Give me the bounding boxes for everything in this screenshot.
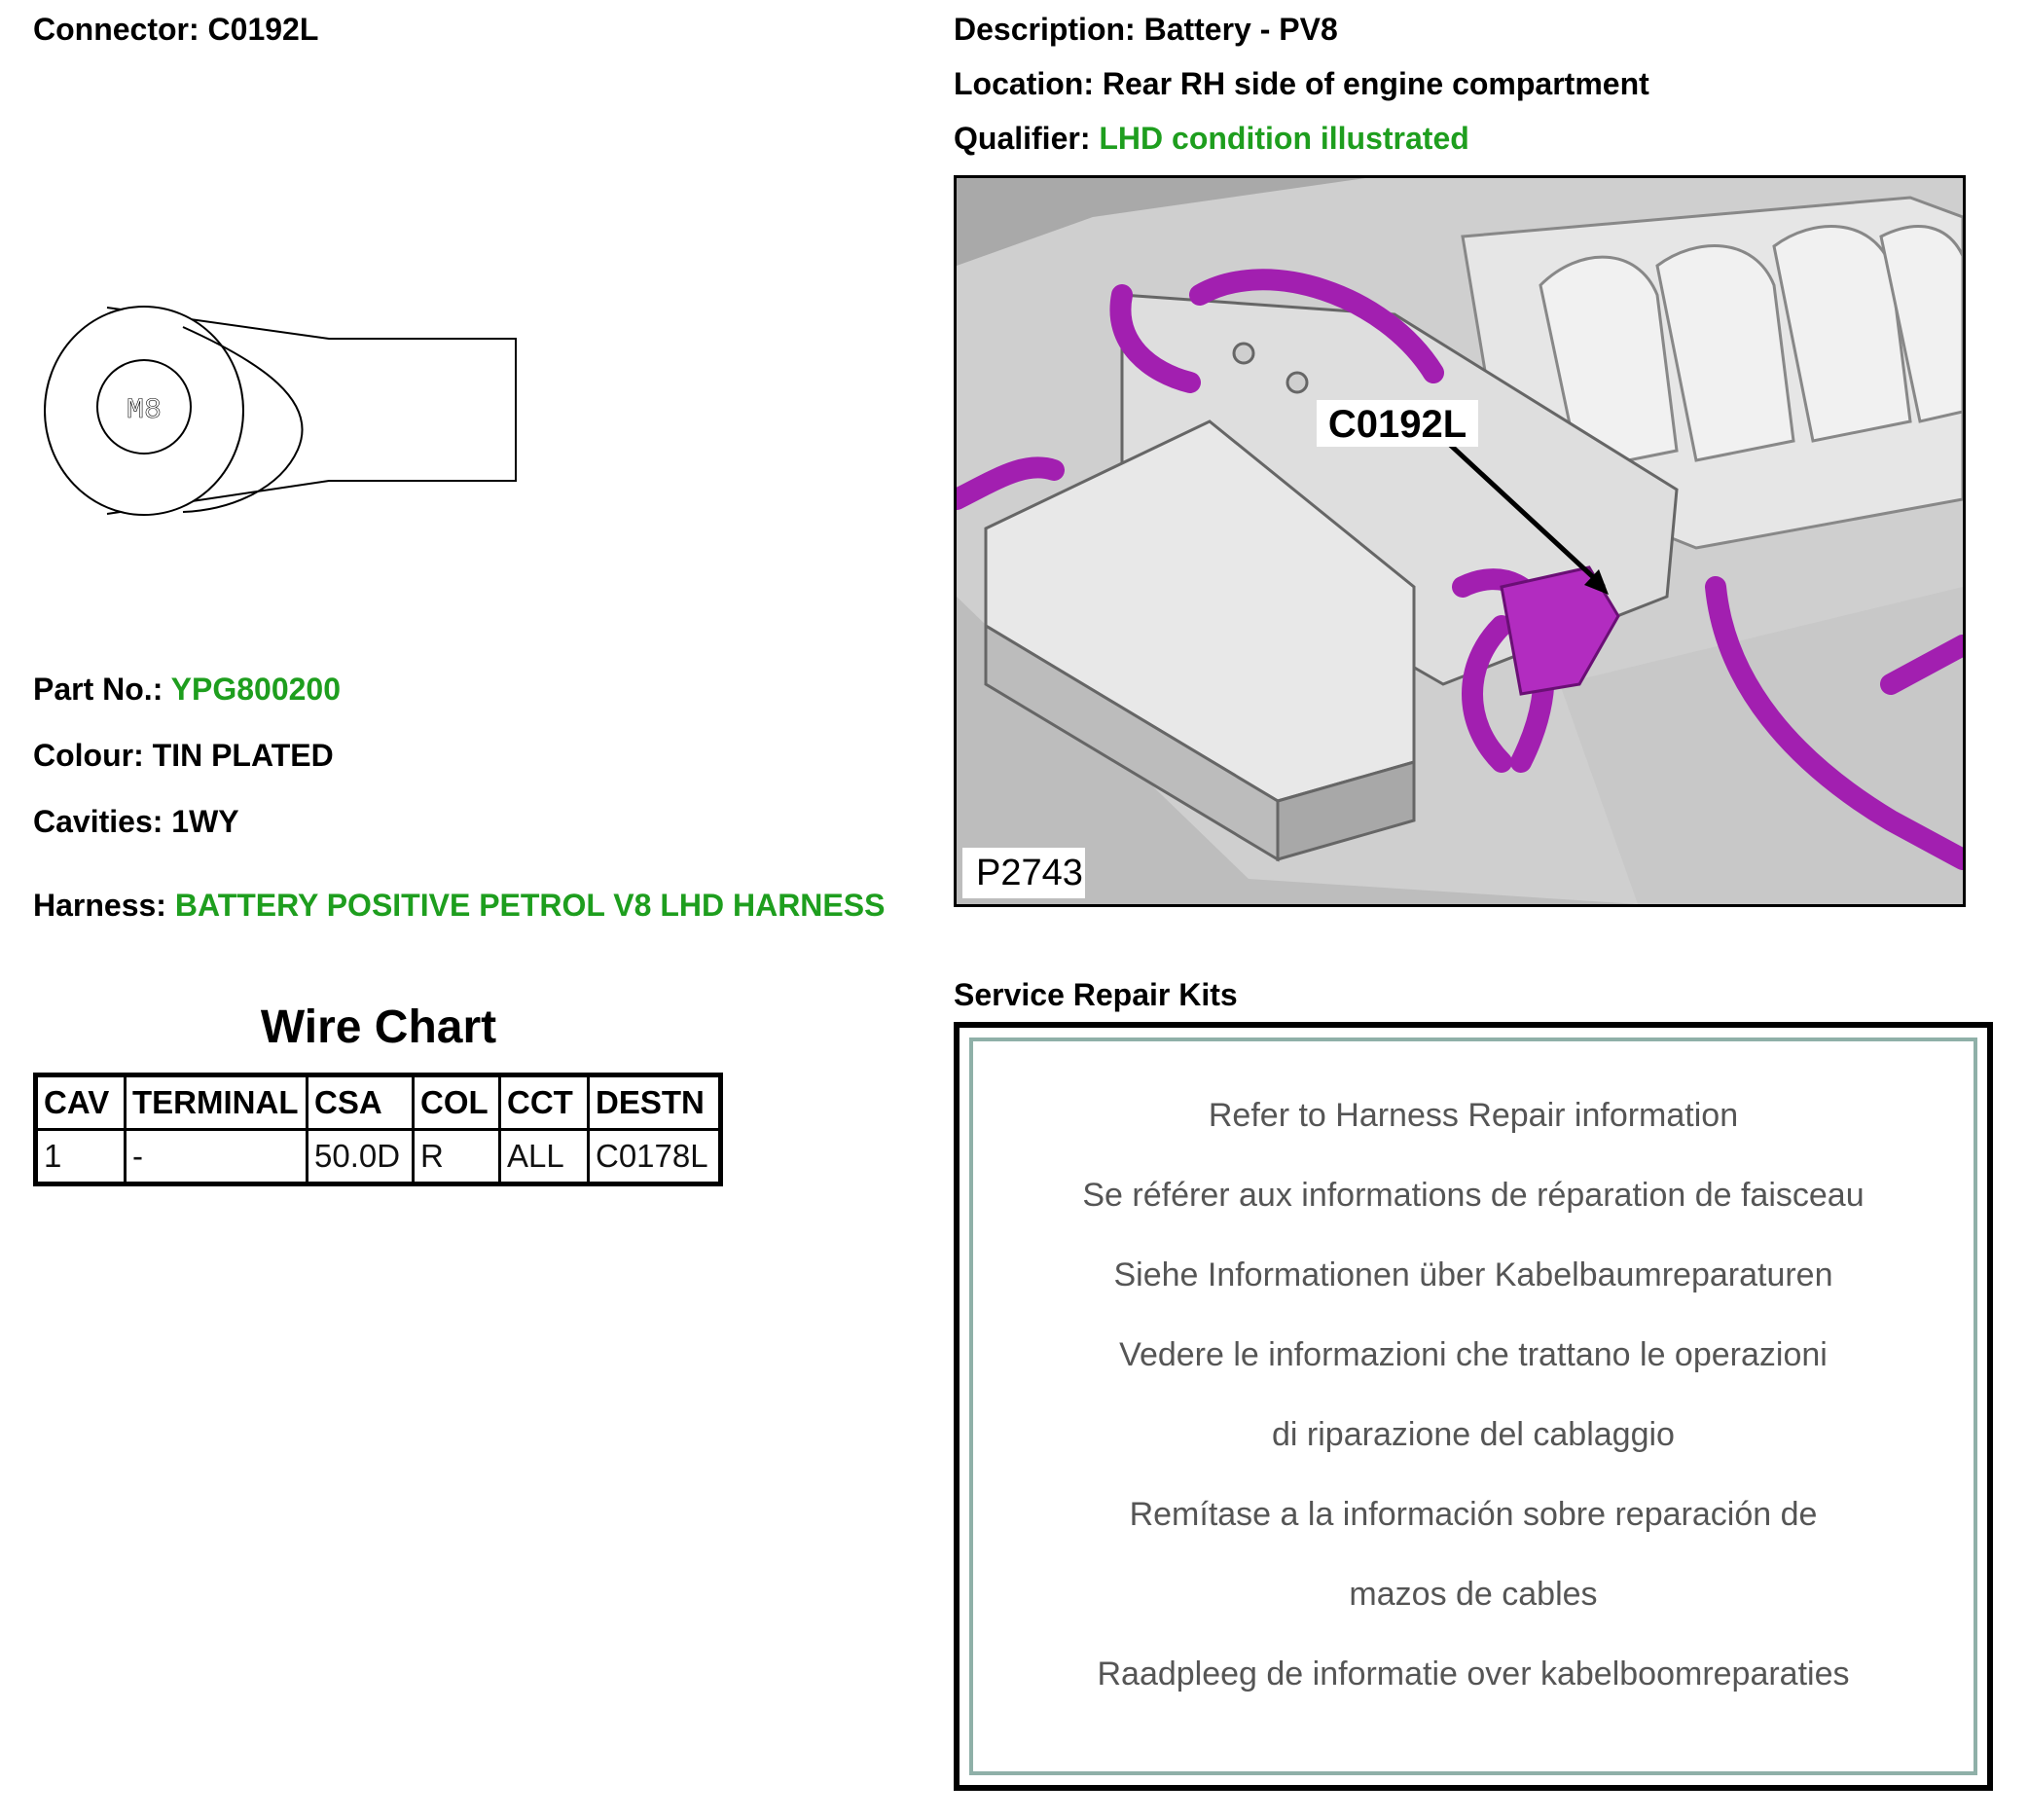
header-col: COL bbox=[414, 1075, 500, 1130]
srk-line-it-2: di riparazione del cablaggio bbox=[1272, 1416, 1675, 1453]
description-value: Battery - PV8 bbox=[1143, 12, 1338, 47]
description-label: Description: bbox=[954, 12, 1136, 47]
srk-line-de: Siehe Informationen über Kabelbaumreparaturen bbox=[1113, 1256, 1833, 1293]
part-label: Part No.: bbox=[33, 672, 163, 707]
connector-value: C0192L bbox=[207, 12, 319, 47]
wire-chart-header-row bbox=[36, 1075, 721, 1130]
connector-diagram bbox=[37, 304, 524, 522]
location-line bbox=[954, 66, 1649, 101]
harness-line bbox=[33, 888, 885, 923]
header-csa: CSA bbox=[308, 1075, 414, 1130]
cell-cct: ALL bbox=[500, 1130, 589, 1184]
connector-label: Connector: bbox=[33, 12, 199, 47]
service-repair-kits-box bbox=[954, 1022, 1993, 1791]
location-value: Rear RH side of engine compartment bbox=[1102, 66, 1649, 101]
figure-id: P2743 bbox=[976, 853, 1083, 893]
qualifier-label: Qualifier: bbox=[954, 121, 1091, 156]
harness-value: BATTERY POSITIVE PETROL V8 LHD HARNESS bbox=[174, 888, 886, 923]
harness-label: Harness: bbox=[33, 888, 166, 923]
colour-label: Colour: bbox=[33, 738, 144, 773]
description-line bbox=[954, 12, 1338, 47]
header-cav: CAV bbox=[36, 1075, 126, 1130]
qualifier-value: LHD condition illustrated bbox=[1099, 121, 1469, 156]
part-line bbox=[33, 672, 341, 707]
cell-csa: 50.0D bbox=[308, 1130, 414, 1184]
service-repair-kits-inner bbox=[969, 1037, 1977, 1775]
cell-destn: C0178L bbox=[589, 1130, 721, 1184]
location-illustration bbox=[954, 175, 1966, 907]
wire-chart-table bbox=[33, 1073, 723, 1186]
connector-line bbox=[33, 12, 318, 47]
header-terminal: TERMINAL bbox=[126, 1075, 308, 1130]
table-row bbox=[36, 1130, 721, 1184]
cavities-line bbox=[33, 804, 239, 839]
colour-line bbox=[33, 738, 334, 773]
cavities-label: Cavities: bbox=[33, 804, 163, 839]
location-label: Location: bbox=[954, 66, 1094, 101]
srk-line-it-1: Vedere le informazioni che trattano le operazioni bbox=[1119, 1336, 1828, 1373]
srk-line-nl: Raadpleeg de informatie over kabelboomreparaties bbox=[1097, 1656, 1850, 1693]
cell-col: R bbox=[414, 1130, 500, 1184]
header-destn: DESTN bbox=[589, 1075, 721, 1130]
engine-bay-drawing bbox=[957, 178, 1963, 904]
header-cct: CCT bbox=[500, 1075, 589, 1130]
stud-label: M8 bbox=[126, 394, 163, 427]
qualifier-line bbox=[954, 121, 1469, 156]
cell-cav: 1 bbox=[36, 1130, 126, 1184]
callout-label: C0192L bbox=[1327, 403, 1467, 446]
srk-line-es-2: mazos de cables bbox=[1349, 1576, 1598, 1613]
cavities-value: 1WY bbox=[171, 804, 239, 839]
colour-value: TIN PLATED bbox=[152, 738, 334, 773]
service-repair-kits-title: Service Repair Kits bbox=[954, 977, 1238, 1012]
wire-chart-title: Wire Chart bbox=[260, 1001, 497, 1053]
srk-line-en: Refer to Harness Repair information bbox=[1208, 1097, 1739, 1134]
cell-terminal: - bbox=[126, 1130, 308, 1184]
part-value: YPG800200 bbox=[170, 672, 342, 707]
srk-line-es-1: Remítase a la información sobre reparación de bbox=[1129, 1496, 1818, 1533]
srk-line-fr: Se référer aux informations de réparation de faisceau bbox=[1082, 1177, 1865, 1214]
